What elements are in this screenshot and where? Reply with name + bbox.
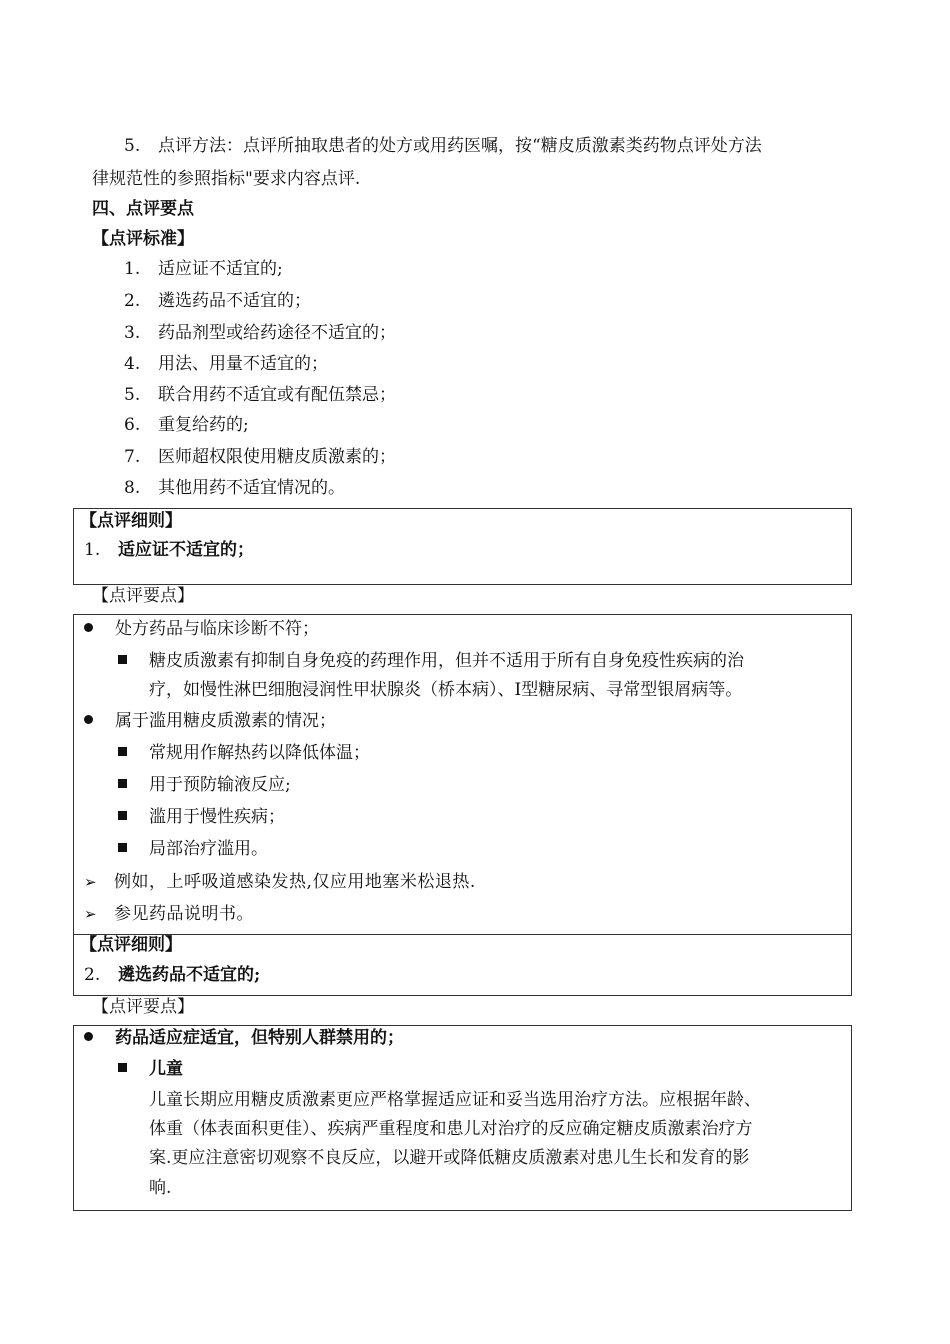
standard-item-3: 3. 药品剂型或给药途径不适宜的； (124, 323, 396, 343)
bullet-dot-icon (84, 623, 93, 632)
points-2-bullet-1: 药品适应症适宜，但特别人群禁用的； (84, 1027, 404, 1049)
points-2-para-line1: 儿童长期应用糖皮质激素更应严格掌握适应证和妥当选用治疗方法。应根据年龄、 (149, 1090, 761, 1110)
detail-2-title: 2. 遴选药品不适宜的; (84, 965, 261, 985)
points-1-sub-1-line1: 糖皮质激素有抑制自身免疫的药理作用，但并不适用于所有自身免疫性疾病的治 (118, 650, 744, 672)
bullet-square-icon (118, 843, 127, 852)
standard-item-2: 2. 遴选药品不适宜的； (124, 291, 311, 311)
points-2-para-line3: 案.更应注意密切观察不良反应，以避开或降低糖皮质激素对患儿生长和发育的影 (149, 1148, 750, 1168)
standard-item-1: 1. 适应证不适宜的; (124, 259, 283, 279)
points-2-sub-title: 儿童 (118, 1058, 183, 1080)
points-1-label: 【点评要点】 (92, 586, 194, 606)
detail-2-label: 【点评细则】 (80, 935, 182, 955)
standard-item-7: 7. 医师超权限使用糖皮质激素的； (124, 447, 396, 467)
section-heading: 四、点评要点 (92, 199, 194, 219)
bullet-dot-icon (84, 715, 93, 724)
arrow-bullet-icon: ➢ (84, 905, 98, 923)
points-1-bullet-1: 处方药品与临床诊断不符； (84, 618, 319, 640)
bullet-square-icon (118, 1063, 127, 1072)
points-1-sub-2-1: 常规用作解热药以降低体温； (118, 742, 370, 764)
bullet-square-icon (118, 747, 127, 756)
points-1-sub-1-line2: 疗，如慢性淋巴细胞浸润性甲状腺炎（桥本病）、I型糖尿病、寻常型银屑病等。 (149, 680, 743, 700)
points-2-para-line4: 响. (149, 1178, 172, 1198)
arrow-bullet-icon: ➢ (84, 873, 98, 891)
points-1-sub-2-4: 局部治疗滥用。 (118, 838, 268, 860)
standard-item-8: 8. 其他用药不适宜情况的。 (124, 478, 345, 498)
bullet-dot-icon (84, 1032, 93, 1041)
bullet-square-icon (118, 655, 127, 664)
points-2-para-line2: 体重（体表面积更佳）、疾病严重程度和患儿对治疗的反应确定糖皮质激素治疗方 (149, 1119, 753, 1139)
points-1-sub-2-2: 用于预防输液反应; (118, 774, 291, 796)
points-2-label: 【点评要点】 (92, 997, 194, 1017)
standard-item-5: 5. 联合用药不适宜或有配伍禁忌； (124, 385, 396, 405)
standard-item-4: 4. 用法、用量不适宜的； (124, 354, 328, 374)
standard-item-6: 6. 重复给药的; (124, 415, 249, 435)
bullet-square-icon (118, 779, 127, 788)
points-1-sub-2-3: 滥用于慢性疾病； (118, 806, 285, 828)
intro-item-5-number: 5. (124, 136, 141, 156)
standards-label: 【点评标准】 (92, 229, 194, 249)
intro-item-5-line1: 5. 点评方法：点评所抽取患者的处方或用药医嘱，按“糖皮质激素类药物点评处方法 (124, 136, 762, 156)
points-1-arrow-2: ➢ 参见药品说明书。 (84, 904, 254, 924)
points-1-arrow-1: ➢ 例如，上呼吸道感染发热,仅应用地塞米松退热. (84, 872, 476, 892)
points-1-bullet-2: 属于滥用糖皮质激素的情况； (84, 710, 336, 732)
bullet-square-icon (118, 811, 127, 820)
detail-1-title: 1. 适应证不适宜的； (84, 540, 254, 560)
detail-1-label: 【点评细则】 (80, 511, 182, 531)
intro-item-5-line2: 律规范性的参照指标"要求内容点评. (92, 169, 361, 189)
